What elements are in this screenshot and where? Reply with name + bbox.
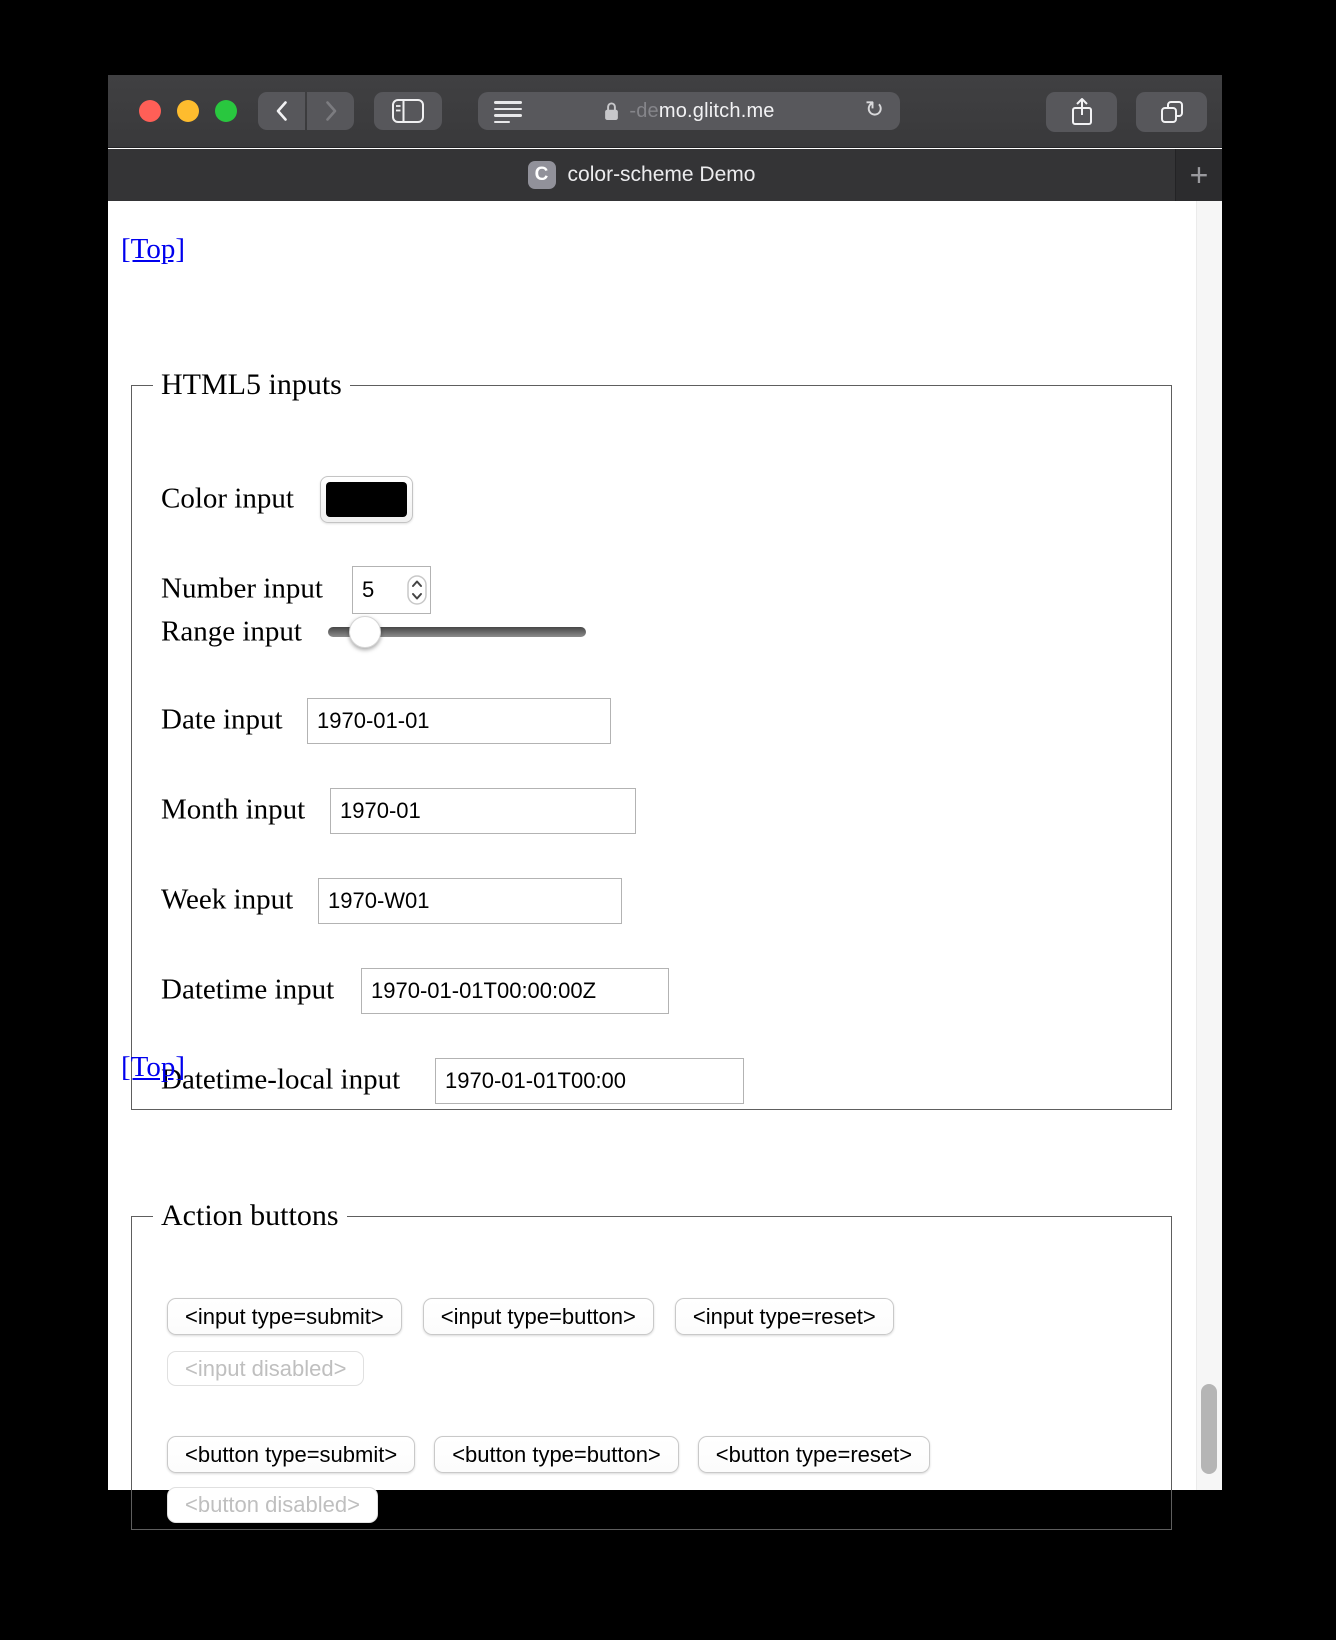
color-input[interactable] (320, 476, 413, 523)
month-input[interactable] (330, 788, 636, 834)
browser-toolbar (108, 75, 1222, 148)
page-content (108, 201, 1222, 1517)
share-icon (1069, 96, 1095, 128)
scrollbar-track[interactable] (1196, 201, 1222, 1490)
scrollbar-thumb[interactable] (1201, 1384, 1217, 1474)
zoom-window-button[interactable] (215, 100, 237, 122)
input-disabled-button: <input disabled> (167, 1351, 364, 1386)
url-text: -demo.glitch.me (629, 99, 775, 122)
new-tab-button[interactable]: + (1176, 149, 1222, 201)
button-submit-button[interactable]: <button type=submit> (167, 1436, 415, 1473)
top-link-1[interactable]: [Top] (121, 233, 186, 265)
chevron-right-icon (324, 100, 338, 122)
action-buttons-legend: Action buttons (153, 1198, 347, 1234)
datetime-input-row (132, 968, 1171, 1012)
input-submit-button[interactable]: <input type=submit> (167, 1298, 402, 1335)
input-disabled-row (132, 1351, 364, 1386)
address-bar-content (478, 92, 900, 130)
html5-inputs-fieldset (131, 368, 1172, 1110)
sidebar-button[interactable] (374, 92, 442, 130)
number-input[interactable] (352, 566, 431, 614)
lock-icon (603, 100, 620, 123)
button-reset-button[interactable]: <button type=reset> (698, 1436, 930, 1473)
input-buttons-row (132, 1298, 894, 1335)
address-bar[interactable] (478, 92, 900, 130)
datetime-input[interactable] (361, 968, 669, 1014)
tab-color-scheme-demo[interactable] (108, 149, 1175, 201)
datetime-local-input-row (132, 1058, 1171, 1102)
month-input-row (132, 788, 1171, 832)
tab-title: color-scheme Demo (567, 163, 756, 186)
number-stepper[interactable] (407, 575, 427, 605)
button-buttons-row (132, 1436, 930, 1473)
safari-window (108, 75, 1222, 1517)
input-button-button[interactable]: <input type=button> (423, 1298, 654, 1335)
date-input[interactable] (307, 698, 611, 744)
color-input-row (132, 476, 1171, 521)
color-input-label: Color input (161, 482, 294, 514)
button-button-button[interactable]: <button type=button> (434, 1436, 679, 1473)
number-input-row (132, 566, 1171, 612)
tab-favicon: C (528, 161, 556, 189)
range-input-label: Range input (161, 615, 302, 648)
top-link-2[interactable]: [Top] (121, 1051, 186, 1083)
forward-button (307, 92, 354, 130)
input-reset-button[interactable]: <input type=reset> (675, 1298, 894, 1335)
button-disabled-row (132, 1487, 378, 1523)
date-input-row (132, 698, 1171, 742)
tab-overview-button[interactable] (1136, 92, 1207, 132)
range-thumb[interactable] (349, 616, 381, 648)
button-disabled-button: <button disabled> (167, 1487, 378, 1523)
back-button[interactable] (258, 92, 305, 130)
refresh-button[interactable]: ↻ (859, 95, 890, 124)
week-input[interactable] (318, 878, 622, 924)
datetime-local-input-label: Datetime-local input (161, 1063, 401, 1096)
range-input-row (132, 612, 1171, 652)
close-window-button[interactable] (139, 100, 161, 122)
week-input-row (132, 878, 1171, 922)
datetime-local-input[interactable] (435, 1058, 744, 1104)
color-swatch-value (326, 482, 407, 517)
share-button[interactable] (1046, 92, 1117, 132)
number-input-label: Number input (161, 572, 323, 605)
date-input-label: Date input (161, 703, 283, 736)
tabs-icon (1159, 99, 1185, 125)
minimize-window-button[interactable] (177, 100, 199, 122)
tab-bar (108, 149, 1222, 201)
number-input-value: 5 (362, 577, 375, 602)
chevron-left-icon (275, 100, 289, 122)
sidebar-icon (391, 98, 425, 124)
action-buttons-fieldset (131, 1199, 1172, 1530)
week-input-label: Week input (161, 883, 294, 916)
month-input-label: Month input (161, 793, 306, 826)
html5-inputs-legend: HTML5 inputs (153, 367, 350, 403)
datetime-input-label: Datetime input (161, 973, 335, 1006)
